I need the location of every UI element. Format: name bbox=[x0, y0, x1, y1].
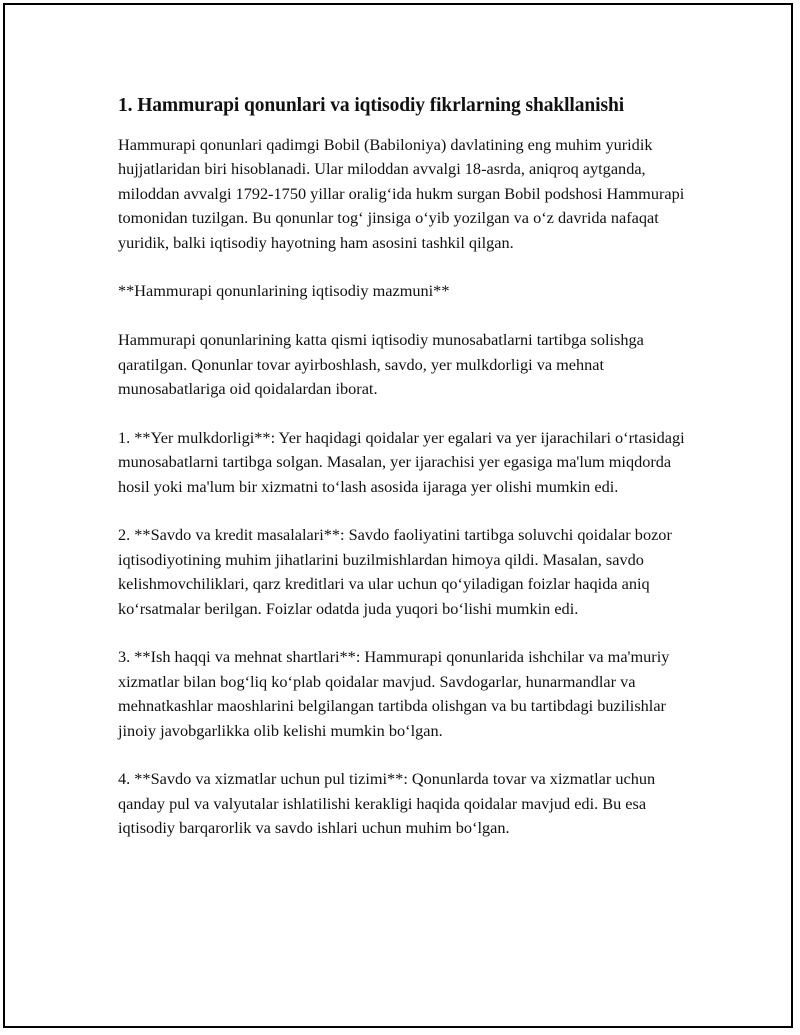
list-item-wages-labor: 3. **Ish haqqi va mehnat shartlari**: Hammurapi qonunlarida ishchilar va ma'muriy xizmatlar bilan bog‘liq ko‘plab qoidalar mavjud. Savdogarlar, hunarmandlar va mehnatkashlar maoshlarini belgilangan tartibda olishgan va bu tartibdagi buzilishlar jinoiy javobgarlikka olib kelishi mumkin bo‘lgan. bbox=[118, 647, 670, 740]
document-body bbox=[118, 92, 690, 865]
document-title: 1. Hammurapi qonunlari va iqtisodiy fikrlarning shakllanishi bbox=[118, 95, 625, 116]
section-heading-paragraph: **Hammurapi qonunlarining iqtisodiy mazmuni** bbox=[118, 281, 450, 301]
intro-paragraph: Hammurapi qonunlari qadimgi Bobil (Babiloniya) davlatining eng muhim yuridik hujjatlaridan biri hisoblanadi. Ular miloddan avvalgi 18-asrda, aniqroq aytganda, miloddan avvalgi 1792-1750 yillar oralig‘ida hukm surgan Bobil podshosi Hammurapi tomonidan tuzilgan. Bu qonunlar tog‘ jinsiga o‘yib yozilgan va o‘z davrida nafaqat yuridik, balki iqtisodiy hayotning ham asosini tashkil qilgan. bbox=[118, 135, 685, 252]
list-item-land-ownership: 1. **Yer mulkdorligi**: Yer haqidagi qoidalar yer egalari va yer ijarachilari o‘rtasidagi munosabatlarni tartibga solgan. Masalan, yer ijarachisi yer egasiga ma'lum miqdorda hosil yoki ma'lum bir xizmatni to‘lash asosida ijaraga yer olishi mumkin edi. bbox=[118, 427, 685, 496]
list-item-money-system: 4. **Savdo va xizmatlar uchun pul tizimi**: Qonunlarda tovar va xizmatlar uchun qanday pul va valyutalar ishlatilishi kerakligi haqida qoidalar mavjud edi. Bu esa iqtisodiy barqarorlik va savdo ishlari uchun muhim bo‘lgan. bbox=[118, 769, 656, 838]
list-item-trade-credit: 2. **Savdo va kredit masalalari**: Savdo faoliyatini tartibga soluvchi qoidalar bozor iqtisodiyotining muhim jihatlarini buzilmishlardan himoya qildi. Masalan, savdo kelishmovchiliklari, qarz kreditlari va ular uchun qo‘yiladigan foizlar haqida aniq ko‘rsatmalar berilgan. Foizlar odatda juda yuqori bo‘lishi mumkin edi. bbox=[118, 525, 672, 618]
overview-paragraph: Hammurapi qonunlarining katta qismi iqtisodiy munosabatlarni tartibga solishga qaratilgan. Qonunlar tovar ayirboshlash, savdo, yer mulkdorligi va mehnat munosabatlariga oid qoidalardan iborat. bbox=[118, 330, 644, 399]
